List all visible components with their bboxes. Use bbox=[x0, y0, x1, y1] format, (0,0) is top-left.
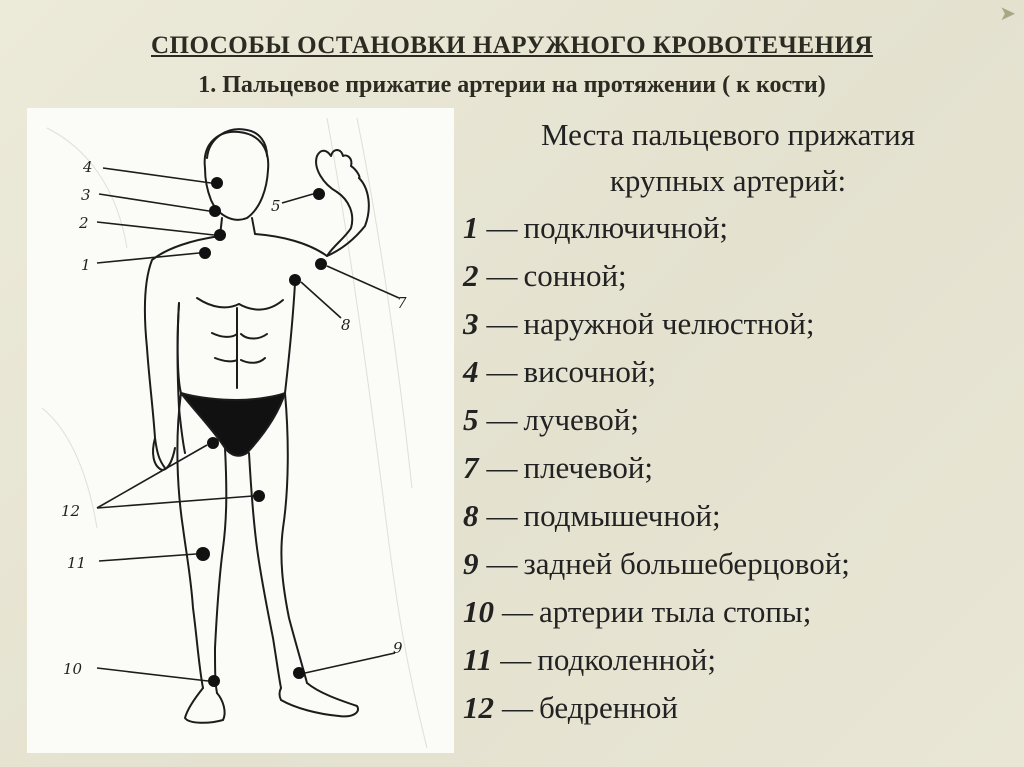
legend-item-number: 12 bbox=[463, 690, 494, 725]
legend-item-number: 8 bbox=[463, 498, 479, 533]
legend-item-dash: — bbox=[502, 690, 533, 725]
legend-item bbox=[463, 300, 1011, 348]
legend-item-text: бедренной bbox=[539, 690, 679, 725]
diagram-label: 10 bbox=[63, 660, 83, 678]
legend-item bbox=[463, 540, 1011, 588]
point-3-facial bbox=[209, 205, 221, 217]
diagram-label: 5 bbox=[271, 197, 281, 215]
point-11-popliteal bbox=[196, 547, 210, 561]
diagram-label: 2 bbox=[79, 214, 89, 232]
legend-item-number: 7 bbox=[463, 450, 479, 485]
diagram-label: 9 bbox=[393, 639, 403, 657]
point-7-brachial bbox=[315, 258, 327, 270]
legend-heading-line-2: крупных артерий: bbox=[609, 163, 847, 198]
point-4-temporal bbox=[211, 177, 223, 189]
diagram-label: 3 bbox=[81, 186, 91, 204]
legend-item-text: подключичной; bbox=[523, 210, 729, 245]
legend-item-dash: — bbox=[486, 402, 518, 437]
legend-item-number: 10 bbox=[463, 594, 494, 629]
legend-item-number: 1 bbox=[463, 210, 479, 245]
legend-item-dash: — bbox=[486, 258, 518, 293]
legend-item-text: наружной челюстной; bbox=[523, 306, 815, 341]
diagram-label: 11 bbox=[67, 554, 87, 572]
diagram-label: 4 bbox=[83, 158, 93, 176]
legend-item-number: 4 bbox=[463, 354, 479, 389]
point-8-axillary bbox=[289, 274, 301, 286]
body-diagram bbox=[27, 108, 454, 753]
point-9-posterior-tibial bbox=[293, 667, 305, 679]
legend-item-text: задней большеберцовой; bbox=[523, 546, 850, 581]
legend-item bbox=[463, 588, 1011, 636]
legend-item-text: сонной; bbox=[523, 258, 627, 293]
point-2-carotid bbox=[214, 229, 226, 241]
legend-item-dash: — bbox=[502, 594, 533, 629]
legend-item bbox=[463, 492, 1011, 540]
legend-item-number: 2 bbox=[463, 258, 479, 293]
point-12-femoral-right bbox=[253, 490, 265, 502]
legend-item-dash: — bbox=[486, 546, 518, 581]
legend bbox=[463, 112, 1011, 732]
legend-item-dash: — bbox=[500, 642, 532, 677]
legend-item-dash: — bbox=[486, 354, 518, 389]
legend-item-dash: — bbox=[486, 306, 518, 341]
legend-item-number: 3 bbox=[463, 306, 479, 341]
legend-item bbox=[463, 444, 1011, 492]
legend-item bbox=[463, 684, 1011, 732]
diagram-label: 7 bbox=[397, 294, 407, 312]
diagram-label: 12 bbox=[61, 502, 81, 520]
diagram-label: 1 bbox=[81, 256, 91, 274]
point-10-dorsalis-pedis bbox=[208, 675, 220, 687]
legend-list bbox=[463, 204, 1011, 732]
slide-title: СПОСОБЫ ОСТАНОВКИ НАРУЖНОГО КРОВОТЕЧЕНИЯ bbox=[151, 32, 873, 59]
legend-item-text: подмышечной; bbox=[523, 498, 721, 533]
point-5-radial bbox=[313, 188, 325, 200]
legend-item-text: подколенной; bbox=[537, 642, 716, 677]
legend-item-dash: — bbox=[486, 210, 518, 245]
legend-item bbox=[463, 252, 1011, 300]
legend-item-text: плечевой; bbox=[523, 450, 654, 485]
point-12-femoral-left bbox=[207, 437, 219, 449]
legend-item-text: височной; bbox=[523, 354, 657, 389]
point-1-subclavian bbox=[199, 247, 211, 259]
legend-item-number: 9 bbox=[463, 546, 479, 581]
legend-item-number: 5 bbox=[463, 402, 479, 437]
legend-item bbox=[463, 396, 1011, 444]
arrow-right-icon: ➤ bbox=[999, 3, 1016, 25]
legend-item bbox=[463, 348, 1011, 396]
legend-item bbox=[463, 636, 1011, 684]
legend-item-text: лучевой; bbox=[523, 402, 639, 437]
legend-item-dash: — bbox=[486, 450, 518, 485]
diagram-label: 8 bbox=[341, 316, 351, 334]
legend-item-text: артерии тыла стопы; bbox=[539, 594, 812, 629]
legend-heading-line-1: Места пальцевого прижатия bbox=[540, 117, 916, 152]
legend-item-dash: — bbox=[486, 498, 518, 533]
legend-item bbox=[463, 204, 1011, 252]
legend-item-number: 11 bbox=[463, 642, 493, 677]
body-diagram-svg bbox=[27, 108, 454, 753]
slide-subtitle: 1. Пальцевое прижатие артерии на протяжении ( к кости) bbox=[198, 72, 826, 98]
